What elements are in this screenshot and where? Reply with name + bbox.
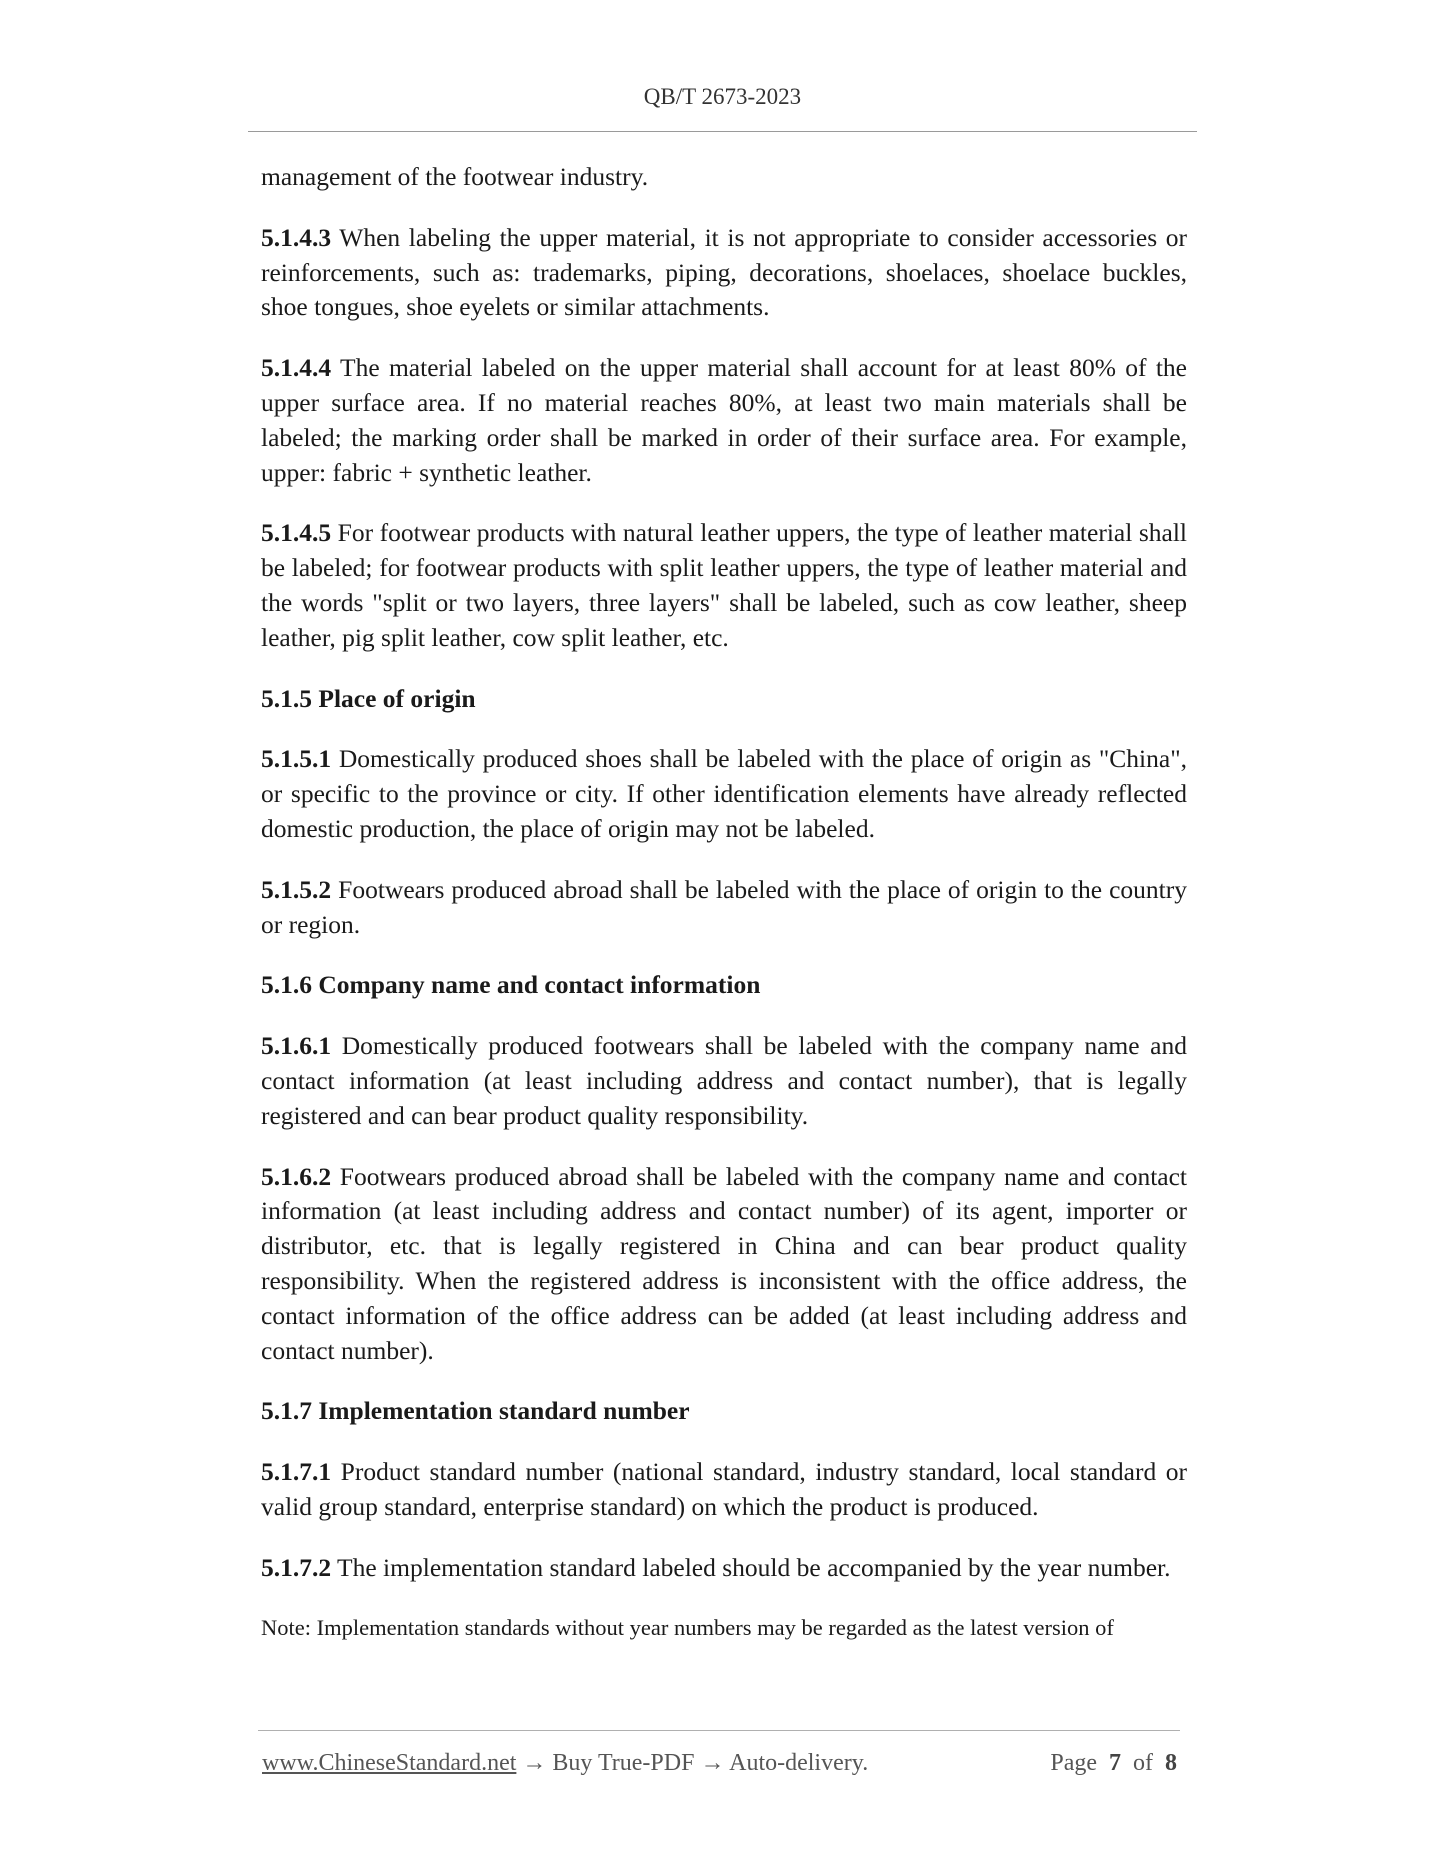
clause-text: Footwears produced abroad shall be labeled with the place of origin to the country or region. [261, 874, 1187, 939]
current-page-number: 7 [1109, 1750, 1121, 1776]
clause-text: When labeling the upper material, it is not appropriate to consider accessories or reinforcements, such as: trademarks, piping, decorations, shoelaces, shoelace buckles, shoe tongues, shoe eyelets or similar attachments. [261, 222, 1187, 322]
clause-text: The implementation standard labeled should be accompanied by the year number. [331, 1552, 1171, 1582]
clause-number: 5.1.4.4 [261, 353, 332, 383]
footer-promo [262, 1750, 868, 1777]
continued-paragraph: management of the footwear industry. [261, 162, 649, 191]
total-page-number: 8 [1165, 1750, 1177, 1776]
clause-5-1-5-2 [261, 873, 1187, 943]
clause-text: For footwear products with natural leather uppers, the type of leather material shall be labeled; for footwear products with split leather uppers, the type of leather material and the words "split or two layers, three layers" shall be labeled, such as cow leather, sheep leather, pig split leather, cow split leather, etc. [261, 518, 1187, 652]
clause-5-1-5-1 [261, 742, 1187, 846]
clause-number: 5.1.4.3 [261, 222, 332, 252]
clause-text: Footwears produced abroad shall be labeled with the company name and contact information (at least including address and contact number) of its agent, importer or distributor, etc. that is legally registered in China and can bear product quality responsibility. When the registered address is inconsistent with the office address, the contact information of the office address can be added (at least including address and contact number). [261, 1161, 1187, 1365]
clause-5-1-7-1 [261, 1455, 1187, 1525]
document-number-header: QB/T 2673-2023 [643, 84, 802, 109]
clause-text: The material labeled on the upper material shall account for at least 80% of the upper surface area. If no material reaches 80%, at least two main materials shall be labeled; the marking order shall be marked in order of their surface area. For example, upper: fabric + synthetic leather. [261, 353, 1187, 487]
page-indicator [1050, 1750, 1177, 1777]
clause-number: 5.1.5.2 [261, 874, 332, 904]
promo-text: → Buy True-PDF → Auto-delivery. [516, 1750, 869, 1776]
clause-number: 5.1.4.5 [261, 518, 332, 548]
header-divider [248, 131, 1197, 132]
clause-5-1-4-3 [261, 221, 1187, 325]
section-heading-5-1-5: 5.1.5 Place of origin [261, 683, 476, 713]
note-text: Note: Implementation standards without year numbers may be regarded as the latest version of [261, 1614, 1114, 1640]
section-heading-5-1-6: 5.1.6 Company name and contact information [261, 970, 761, 1000]
clause-5-1-7-2 [261, 1551, 1187, 1586]
clause-number: 5.1.5.1 [261, 744, 332, 774]
clause-number: 5.1.6.1 [261, 1031, 332, 1061]
document-body [261, 160, 1187, 1670]
clause-number: 5.1.7.2 [261, 1552, 332, 1582]
footer-divider [258, 1730, 1180, 1731]
clause-5-1-4-5 [261, 516, 1187, 655]
clause-text: Product standard number (national standard, industry standard, local standard or valid group standard, enterprise standard) on which the product is produced. [261, 1457, 1187, 1521]
clause-number: 5.1.7.1 [261, 1457, 332, 1487]
clause-5-1-6-2 [261, 1160, 1187, 1369]
of-label: of [1133, 1750, 1153, 1776]
clause-5-1-4-4 [261, 351, 1187, 490]
clause-text: Domestically produced footwears shall be labeled with the company name and contact information (at least including address and contact number), that is legally registered and can bear product quality responsibility. [261, 1031, 1187, 1130]
page-label: Page [1050, 1750, 1097, 1776]
section-heading-5-1-7: 5.1.7 Implementation standard number [261, 1396, 690, 1426]
site-link[interactable]: www.ChineseStandard.net [262, 1750, 517, 1776]
clause-text: Domestically produced shoes shall be labeled with the place of origin as "China", or specific to the province or city. If other identification elements have already reflected domestic production, the place of origin may not be labeled. [261, 744, 1187, 843]
clause-5-1-6-1 [261, 1029, 1187, 1133]
clause-number: 5.1.6.2 [261, 1161, 332, 1191]
